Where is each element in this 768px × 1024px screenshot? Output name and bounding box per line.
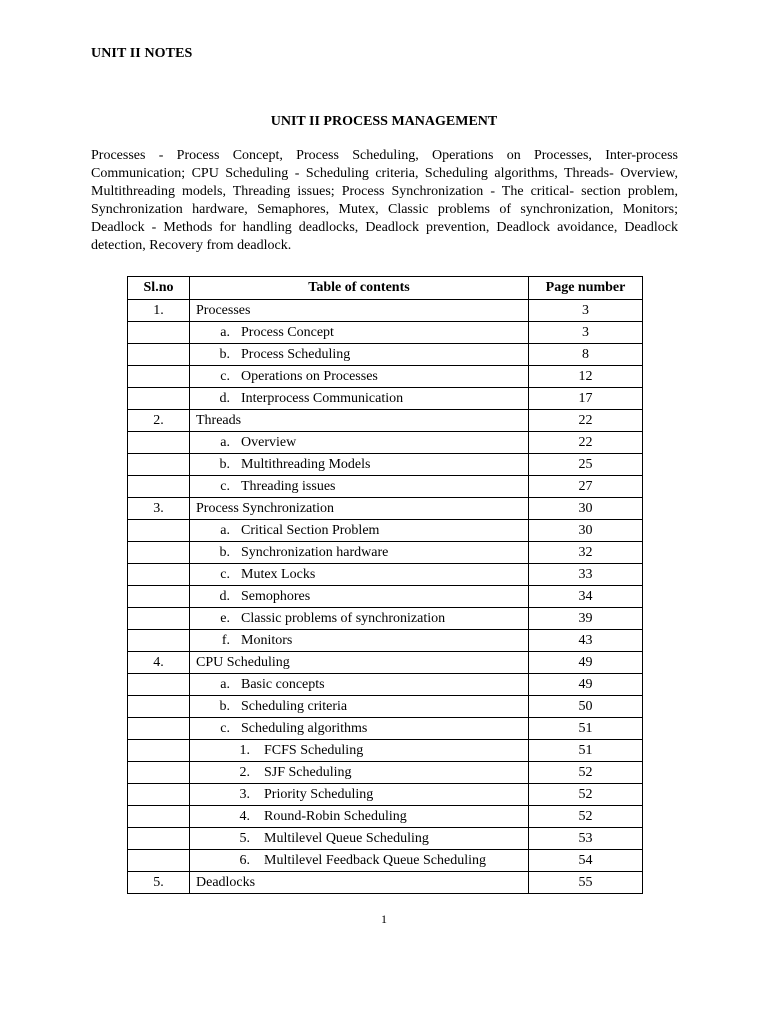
row-slno — [128, 740, 190, 762]
row-title: Processes — [196, 302, 251, 318]
row-title: Interprocess Communication — [241, 390, 404, 406]
row-title-cell — [190, 850, 529, 872]
row-title: Basic concepts — [241, 676, 325, 692]
table-row — [128, 344, 643, 366]
row-title-cell — [190, 476, 529, 498]
row-title: FCFS Scheduling — [264, 742, 364, 758]
row-slno — [128, 828, 190, 850]
row-page-number: 3 — [529, 300, 643, 322]
row-title: Priority Scheduling — [264, 786, 374, 802]
row-item-marker: 4. — [239, 808, 250, 824]
row-slno — [128, 564, 190, 586]
table-row — [128, 366, 643, 388]
row-page-number: 39 — [529, 608, 643, 630]
table-row — [128, 476, 643, 498]
page-number: 1 — [381, 912, 387, 926]
row-title: Monitors — [241, 632, 293, 648]
table-row — [128, 872, 643, 894]
row-slno: 3. — [128, 498, 190, 520]
row-slno — [128, 762, 190, 784]
row-title: Multilevel Feedback Queue Scheduling — [264, 852, 486, 868]
row-slno — [128, 542, 190, 564]
row-page-number: 54 — [529, 850, 643, 872]
row-item-marker: e. — [220, 610, 230, 626]
row-item-marker: a. — [220, 324, 230, 340]
row-item-marker: f. — [221, 632, 230, 648]
row-title-cell — [190, 872, 529, 894]
row-title: Overview — [241, 434, 297, 450]
row-page-number: 34 — [529, 586, 643, 608]
table-row — [128, 784, 643, 806]
row-title-cell — [190, 586, 529, 608]
row-item-marker: 6. — [239, 852, 250, 868]
row-slno — [128, 344, 190, 366]
row-page-number: 55 — [529, 872, 643, 894]
row-slno — [128, 476, 190, 498]
row-title-cell — [190, 762, 529, 784]
row-item-marker: c. — [220, 566, 230, 582]
row-slno — [128, 784, 190, 806]
row-item-marker: 1. — [239, 742, 250, 758]
row-slno — [128, 520, 190, 542]
row-slno — [128, 674, 190, 696]
table-row — [128, 322, 643, 344]
row-title-cell — [190, 696, 529, 718]
row-slno — [128, 432, 190, 454]
row-item-marker: 5. — [239, 830, 250, 846]
table-row — [128, 850, 643, 872]
row-page-number: 51 — [529, 718, 643, 740]
row-title: Threading issues — [241, 478, 336, 494]
row-page-number: 52 — [529, 806, 643, 828]
row-item-marker: 3. — [239, 786, 250, 802]
table-row — [128, 410, 643, 432]
row-slno: 5. — [128, 872, 190, 894]
table-row — [128, 674, 643, 696]
row-title-cell — [190, 674, 529, 696]
table-row — [128, 696, 643, 718]
row-title-cell — [190, 322, 529, 344]
table-row — [128, 520, 643, 542]
table-row — [128, 762, 643, 784]
row-title: Round-Robin Scheduling — [264, 808, 407, 824]
row-page-number: 30 — [529, 520, 643, 542]
row-page-number: 49 — [529, 652, 643, 674]
row-page-number: 17 — [529, 388, 643, 410]
row-page-number: 52 — [529, 762, 643, 784]
row-title-cell — [190, 388, 529, 410]
table-row — [128, 388, 643, 410]
row-slno — [128, 388, 190, 410]
row-slno — [128, 696, 190, 718]
unit-title: UNIT II PROCESS MANAGEMENT — [270, 114, 498, 129]
row-title: Process Synchronization — [196, 500, 335, 516]
row-title-cell — [190, 410, 529, 432]
row-item-marker: a. — [220, 676, 230, 692]
row-slno — [128, 850, 190, 872]
row-title: Scheduling algorithms — [241, 720, 368, 736]
row-page-number: 53 — [529, 828, 643, 850]
row-item-marker: a. — [220, 434, 230, 450]
table-row — [128, 498, 643, 520]
page-header: UNIT II NOTES — [91, 46, 193, 61]
row-item-marker: a. — [220, 522, 230, 538]
row-title: Synchronization hardware — [241, 544, 389, 560]
row-page-number: 12 — [529, 366, 643, 388]
row-item-marker: b. — [219, 456, 230, 472]
row-page-number: 50 — [529, 696, 643, 718]
row-title-cell — [190, 454, 529, 476]
row-title-cell — [190, 344, 529, 366]
row-page-number: 27 — [529, 476, 643, 498]
row-page-number: 43 — [529, 630, 643, 652]
row-page-number: 30 — [529, 498, 643, 520]
row-title: Critical Section Problem — [241, 522, 380, 538]
table-row — [128, 454, 643, 476]
table-of-contents — [127, 276, 643, 894]
table-row — [128, 652, 643, 674]
row-item-marker: d. — [219, 588, 230, 604]
table-row — [128, 630, 643, 652]
table-row — [128, 608, 643, 630]
col-header-page: Page number — [529, 277, 643, 300]
row-title-cell — [190, 608, 529, 630]
row-title: Semophores — [241, 588, 311, 604]
row-page-number: 32 — [529, 542, 643, 564]
row-title-cell — [190, 300, 529, 322]
row-title-cell — [190, 806, 529, 828]
row-title: Multithreading Models — [241, 456, 371, 472]
table-row — [128, 542, 643, 564]
row-slno — [128, 630, 190, 652]
row-title: Classic problems of synchronization — [241, 610, 446, 626]
row-page-number: 33 — [529, 564, 643, 586]
row-title: Scheduling criteria — [241, 698, 348, 714]
row-slno — [128, 322, 190, 344]
table-row — [128, 586, 643, 608]
row-title-cell — [190, 828, 529, 850]
row-title-cell — [190, 542, 529, 564]
row-title: Mutex Locks — [241, 566, 316, 582]
row-item-marker: c. — [220, 720, 230, 736]
row-title: Process Concept — [241, 324, 334, 340]
row-page-number: 8 — [529, 344, 643, 366]
row-item-marker: b. — [219, 698, 230, 714]
col-header-slno: Sl.no — [128, 277, 190, 300]
row-title: Threads — [196, 412, 242, 428]
row-title-cell — [190, 432, 529, 454]
row-item-marker: 2. — [239, 764, 250, 780]
row-title: Operations on Processes — [241, 368, 378, 384]
table-row — [128, 432, 643, 454]
row-slno: 2. — [128, 410, 190, 432]
row-title: Deadlocks — [196, 874, 256, 890]
row-slno — [128, 454, 190, 476]
row-title-cell — [190, 718, 529, 740]
row-page-number: 51 — [529, 740, 643, 762]
table-row — [128, 718, 643, 740]
toc-body — [128, 300, 643, 894]
row-item-marker: b. — [219, 544, 230, 560]
syllabus-paragraph: Processes - Process Concept, Process Scheduling, Operations on Processes, Inter-process Communication; CPU Scheduling - Scheduling criteria, Scheduling algorithms, Threads- Overview, Multithreading models, Threading issues; Process Synchronization - The critical- section problem, Synchronization hardware, Semaphores, Mutex, Classic problems of synchronization, Monitors; Deadlock - Methods for handling deadlocks, Deadlock prevention, Deadlock avoidance, Deadlock detection, Recovery from deadlock. — [91, 148, 678, 253]
row-item-marker: c. — [220, 478, 230, 494]
row-item-marker: b. — [219, 346, 230, 362]
row-slno: 1. — [128, 300, 190, 322]
row-item-marker: d. — [219, 390, 230, 406]
row-title-cell — [190, 520, 529, 542]
row-title: SJF Scheduling — [264, 764, 352, 780]
row-title-cell — [190, 366, 529, 388]
row-title-cell — [190, 564, 529, 586]
toc-header-row — [128, 277, 643, 300]
row-title-cell — [190, 652, 529, 674]
row-page-number: 49 — [529, 674, 643, 696]
row-slno — [128, 718, 190, 740]
row-title: Process Scheduling — [241, 346, 351, 362]
row-slno — [128, 806, 190, 828]
row-title-cell — [190, 740, 529, 762]
row-slno: 4. — [128, 652, 190, 674]
row-page-number: 22 — [529, 410, 643, 432]
row-page-number: 25 — [529, 454, 643, 476]
row-page-number: 22 — [529, 432, 643, 454]
row-title: Multilevel Queue Scheduling — [264, 830, 429, 846]
row-slno — [128, 586, 190, 608]
row-slno — [128, 366, 190, 388]
table-row — [128, 564, 643, 586]
row-title-cell — [190, 784, 529, 806]
row-page-number: 52 — [529, 784, 643, 806]
table-row — [128, 300, 643, 322]
row-slno — [128, 608, 190, 630]
row-page-number: 3 — [529, 322, 643, 344]
table-row — [128, 828, 643, 850]
row-item-marker: c. — [220, 368, 230, 384]
row-title-cell — [190, 630, 529, 652]
table-row — [128, 740, 643, 762]
col-header-contents: Table of contents — [190, 277, 529, 300]
table-row — [128, 806, 643, 828]
row-title-cell — [190, 498, 529, 520]
row-title: CPU Scheduling — [196, 654, 290, 670]
